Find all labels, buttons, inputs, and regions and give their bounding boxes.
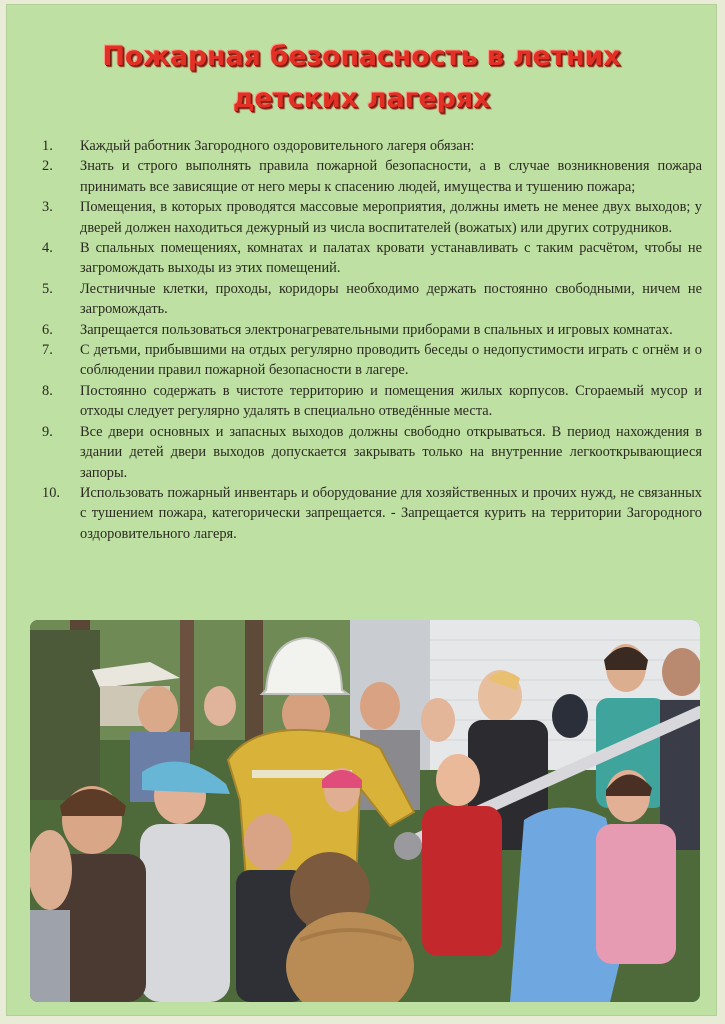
rule-item-9 (42, 422, 702, 483)
rule-number: 6. (42, 321, 53, 338)
tree-trunk (180, 620, 194, 750)
rule-number: 5. (42, 280, 53, 297)
grey-hoodie (140, 824, 230, 1002)
title-line-1: Пожарная безопасность в летних (102, 41, 621, 72)
large-tree-left (30, 630, 100, 800)
rule-number: 1. (42, 138, 53, 154)
title-line-2: детских лагерях (232, 83, 491, 114)
rule-item-2 (42, 156, 702, 197)
hooded-child (552, 694, 588, 738)
rule-item-5 (42, 279, 702, 320)
rule-number: 2. (42, 158, 53, 175)
rule-item-3 (42, 197, 702, 238)
rule-text: Постоянно содержать в чистоте территорию и помещения жилых корпусов. Сгораемый мусор и отходы следует регулярно удалять в специально отведённые места. (80, 382, 702, 420)
rule-item-8 (42, 381, 702, 422)
rule-number: 7. (42, 342, 53, 359)
rule-text: В спальных помещениях, комнатах и палатах кровати устанавливать с таким расчётом, чтобы не загромождать выходы из этих помещений. (80, 240, 702, 277)
rule-text: Все двери основных и запасных выходов должны свободно открываться. В период нахождения в здании детей двери выходов допускается закрывать только на внутренние легкооткрывающиеся запоры. (80, 423, 702, 481)
rule-text: Использовать пожарный инвентарь и оборудование для хозяйственных и прочих нужд, не связанных с тушением пожара, категорически запрещается. - Запрещается курить на территории Загородного оздоровительного лагеря. (80, 484, 702, 542)
girl-face (421, 698, 455, 742)
boy-face (360, 682, 400, 730)
boy-face (436, 754, 480, 806)
rule-text: Помещения, в которых проводятся массовые мероприятия, должны иметь не менее двух выходов; у дверей должен находиться дежурный из числа воспитателей (вожатых) или других сотрудников. (80, 199, 702, 236)
leaflet-page (6, 4, 717, 1016)
partial-face (30, 830, 72, 910)
rule-item-4 (42, 238, 702, 279)
nozzle-grip (394, 832, 422, 860)
rule-item-7 (42, 340, 702, 381)
pink-jacket (596, 824, 676, 964)
rule-number: 8. (42, 382, 53, 399)
rule-item-1 (42, 136, 702, 156)
page-title (6, 36, 717, 120)
rule-number: 3. (42, 199, 53, 216)
rule-item-6 (42, 320, 702, 340)
red-jacket (422, 806, 502, 956)
photo-illustration (30, 620, 700, 1002)
firefighter-with-children-photo (30, 620, 700, 1002)
partial-body (30, 910, 70, 1002)
rule-text: Каждый работник Загородного оздоровительного лагеря обязан: (80, 138, 475, 154)
rule-number: 4. (42, 240, 53, 257)
rule-item-10 (42, 483, 702, 544)
rule-number: 10. (42, 484, 60, 501)
rule-text: Запрещается пользоваться электронагревательными приборами в спальных и игровых комнатах. (80, 321, 673, 338)
child-face (204, 686, 236, 726)
rule-text: Знать и строго выполнять правила пожарной безопасности, а в случае возникновения пожара принимать все зависящие от него меры к спасению людей, имущества и тушению пожара; (80, 158, 702, 195)
fire-safety-rules-list (42, 136, 702, 544)
rule-text: С детьми, прибывшими на отдых регулярно проводить беседы о недопустимости играть с огнём и о соблюдении правил пожарной безопасности в лагере. (80, 342, 702, 379)
rule-number: 9. (42, 423, 53, 440)
boy-face (244, 814, 292, 870)
rule-text: Лестничные клетки, проходы, коридоры необходимо держать постоянно свободными, ничем не загромождать. (80, 280, 702, 318)
child-face (138, 686, 178, 734)
